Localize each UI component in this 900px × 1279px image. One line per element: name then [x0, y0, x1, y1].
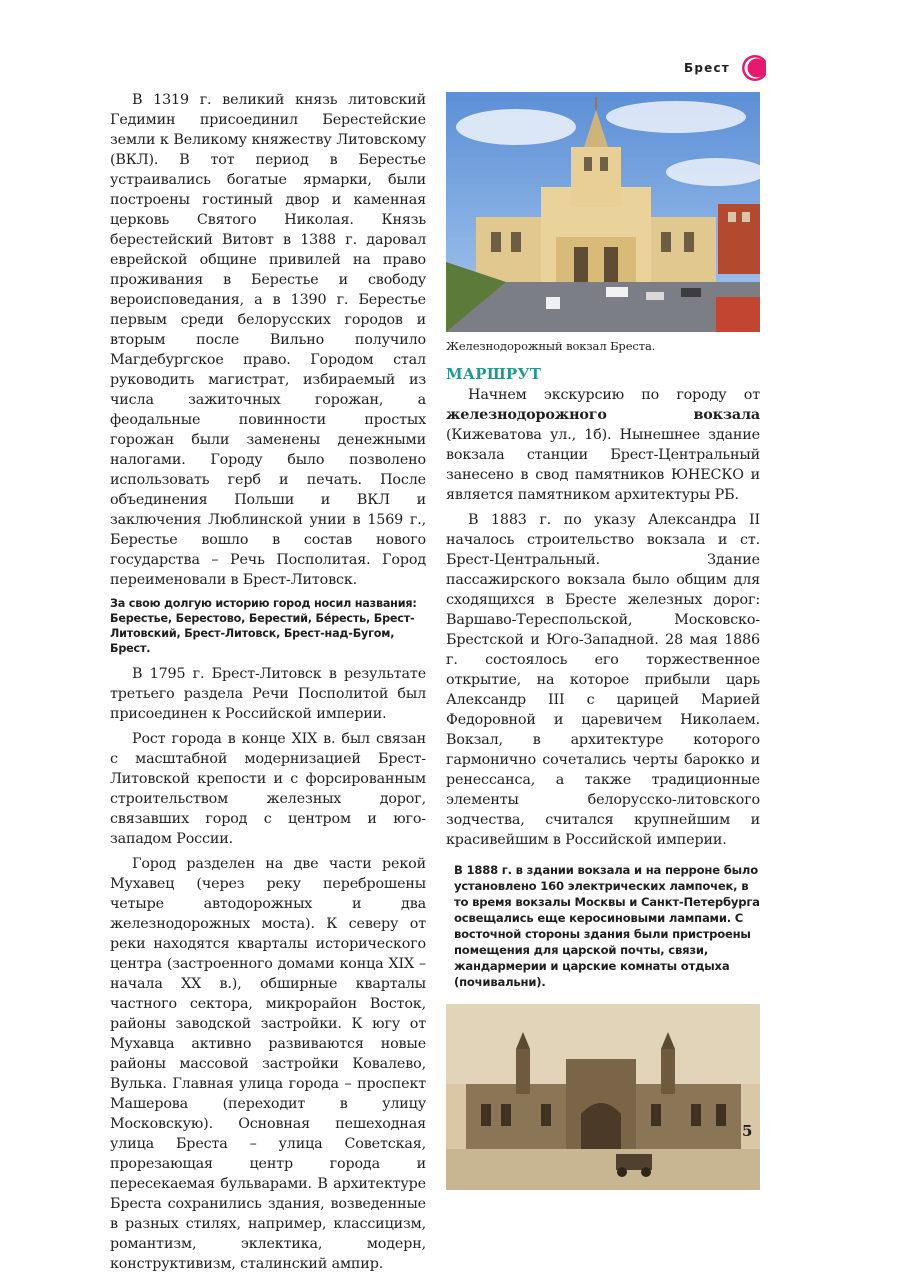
- paragraph-route-start: [446, 385, 760, 505]
- old-station-photo-image: [446, 1004, 760, 1190]
- header-accent-icon: [736, 54, 766, 82]
- note-city-names: За свою долгую историю город носил названия: Берестье, Берестово, Берестий, Бе́ресть, Брест-Литовский, Брест-Литовск, Брест-над-Бугом, Брест.: [110, 597, 417, 655]
- header-title: Брест: [684, 61, 730, 75]
- route-text-start: Начнем экскурсию по городу от: [468, 387, 760, 403]
- station-photo: [446, 92, 760, 332]
- route-text-end: (Кижеватова ул., 1б). Нынешнее здание вокзала станции Брест-Центральный занесено в свод памятников ЮНЕСКО и является памятником архитектуры РБ.: [446, 427, 760, 503]
- page-number: 5: [742, 1122, 753, 1140]
- running-header: [684, 54, 766, 82]
- station-photo-image: [446, 92, 760, 332]
- left-column: [110, 90, 426, 1279]
- note-electric-lamps: В 1888 г. в здании вокзала и на перроне было установлено 160 электрических лампочек, в то время вокзалы Москвы и Санкт-Петербурга освещались еще керосиновыми лампами. С восточной стороны здания были пристроены помещения для царской почты, связи, жандармерии и царские комнаты отдыха (почивальни).: [454, 863, 760, 989]
- paragraph-growth: Рост города в конце XIX в. был связан с масштабной модернизацией Брест-Литовской крепости и с форсированным строительством железных дорог, связавших город с центром и юго-западом России.: [110, 731, 426, 847]
- paragraph-history-1319: В 1319 г. великий князь литовский Гедимин присоединил Берестейские земли к Великому княжеству Литовскому (ВКЛ). В тот период в Берестье устраивались богатые ярмарки, были построены гостиный двор и каменная церковь Святого Николая. Князь берестейский Витовт в 1388 г. даровал еврейской общине привилей на право проживания в Берестье и свободу вероисповедания, а в 1390 г. Берестье первым среди белорусских городов и вторым после Вильно получило Магдебургское право. Городом стал руководить магистрат, избираемый из числа зажиточных горожан, а феодальные повинности простых горожан были заменены денежными налогами. Городу было позволено использовать герб и печать. После объединения Польши и ВКЛ и заключения Люблинской унии в 1569 г., Берестье вошло в состав нового государства – Речь Посполитая. Город переименовали в Брест-Литовск.: [110, 92, 426, 588]
- paragraph-city-layout: Город разделен на две части рекой Мухавец (через реку переброшены четыре автодорожных и два железнодорожных моста). К северу от реки находятся кварталы исторического центра (застроенного домами конца XIX – начала XX в.), обширные кварталы частного сектора, микрорайон Восток, районы заводской застройки. К югу от Мухавца активно развиваются новые районы массовой застройки Ковалево, Вулька. Главная улица города – проспект Машерова (переходит в улицу Московскую). Основная пешеходная улица Бреста – улица Советская, прорезающая центр города и пересекаемая бульварами. В архитектуре Бреста сохранились здания, возведенные в разных стилях, например, классицизм, романтизм, эклектика, модерн, конструктивизм, сталинский ампир.: [110, 856, 426, 1272]
- route-text-bold: железнодорожного вокзала: [446, 407, 760, 423]
- paragraph-station-history: В 1883 г. по указу Александра II началось строительство вокзала и ст. Брест-Центральный. Здание пассажирского вокзала было общим для сходящихся в Бресте железных дорог: Варшаво-Тереспольской, Московско-Брестской и Юго-Западной. 28 мая 1886 г. состоялось его торжественное открытие, на которое прибыли царь Александр III с царицей Марией Федоровной и царевичем Николаем. Вокзал, в архитектуре которого гармонично сочетались черты барокко и ренессанса, а также традиционные элементы белорусско-литовского зодчества, считался крупнейшим и красивейшим в Российской империи.: [446, 512, 760, 848]
- photo-caption: Железнодорожный вокзал Бреста.: [446, 339, 656, 353]
- right-column: [446, 92, 760, 1190]
- old-station-photo: [446, 1004, 760, 1190]
- paragraph-1795: В 1795 г. Брест-Литовск в результате третьего раздела Речи Посполитой был присоединен к Российской империи.: [110, 666, 426, 722]
- section-heading-route: МАРШРУТ: [446, 365, 542, 383]
